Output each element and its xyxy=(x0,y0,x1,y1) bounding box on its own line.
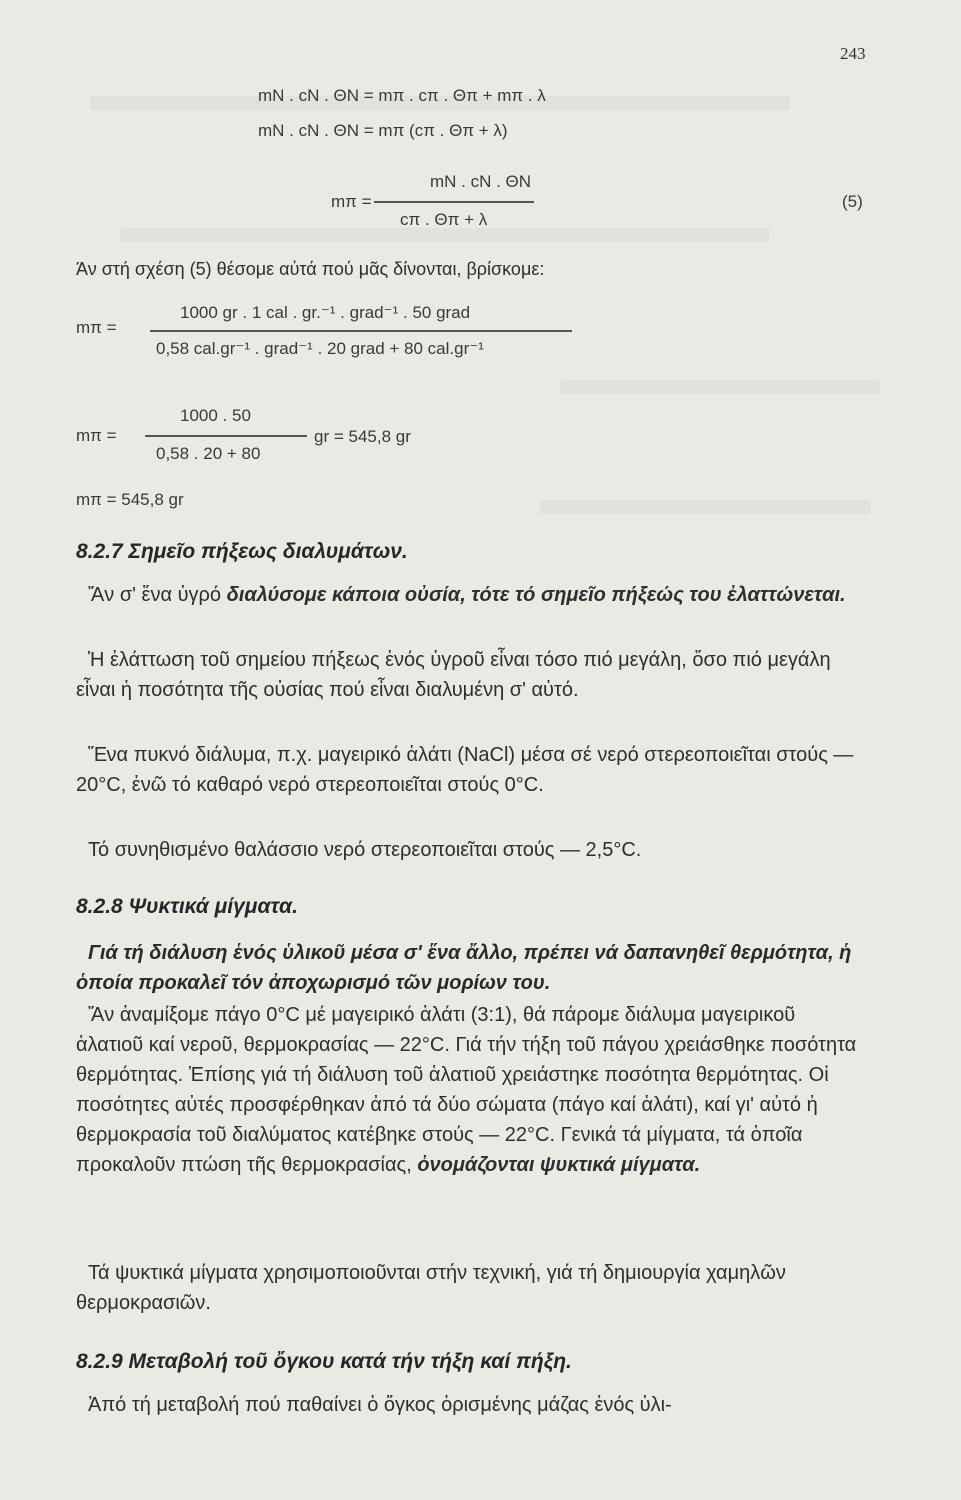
bleed-through-line xyxy=(540,500,870,514)
paragraph: Τά ψυκτικά μίγματα χρησιμοποιοῦνται στήν τεχνική, γιά τή δημιουργία χαμηλῶν θερμοκρασιῶν. xyxy=(76,1262,786,1314)
paragraph xyxy=(76,1000,866,1180)
emphasized-text: διαλύσομε κάποια οὐσία, τότε τό σημεῖο πήξεώς του ἐλαττώνεται. xyxy=(226,584,846,606)
equation-6: mπ = 545,8 gr xyxy=(76,490,184,509)
equation-label: (5) xyxy=(842,192,863,211)
equation-4-numerator: 1000 gr . 1 cal . gr.⁻¹ . grad⁻¹ . 50 grad xyxy=(180,303,471,322)
emphasized-paragraph: Γιά τή διάλυση ἑνός ὑλικοῦ μέσα σ' ἕνα ἄλλο, πρέπει νά δαπανηθεῖ θερμότητα, ἡ ὁποία προκαλεῖ τόν ἀποχωρισμό τῶν μορίων του. xyxy=(76,942,852,994)
equation-5-denominator: 0,58 . 20 + 80 xyxy=(156,444,261,463)
fraction-bar xyxy=(374,201,534,203)
bleed-through-line xyxy=(120,228,770,242)
equation-3-numerator: mN . cN . ΘN xyxy=(430,172,532,191)
equation-2: mN . cN . ΘN = mπ (cπ . Θπ + λ) xyxy=(258,121,508,140)
section-heading-8-2-7: 8.2.7 Σημεῖο πήξεως διαλυμάτων. xyxy=(76,540,408,563)
equation-4-lhs: mπ = xyxy=(76,318,117,337)
fraction-bar xyxy=(150,330,572,332)
equation-5-numerator: 1000 . 50 xyxy=(180,406,251,425)
section-heading-8-2-8: 8.2.8 Ψυκτικά μίγματα. xyxy=(76,895,298,918)
paragraph: Ἕνα πυκνό διάλυμα, π.χ. μαγειρικό ἁλάτι (NaCl) μέσα σέ νερό στερεοποιεῖται στούς — 20°C, ἐνῶ τό καθαρό νερό στερεοποιεῖται στούς 0°C. xyxy=(76,744,854,796)
equation-1: mN . cN . ΘN = mπ . cπ . Θπ + mπ . λ xyxy=(258,86,546,105)
paragraph-text: Ἄν ἀναμίξομε πάγο 0°C μέ μαγειρικό ἁλάτι (3:1), θά πάρομε διάλυμα μαγειρικοῦ ἁλατιοῦ καί νεροῦ, θερμοκρασίας — 22°C. Γιά τήν τήξη τοῦ πάγου χρειάσθηκε ποσότητα θερμότητας. Ἐπίσης γιά τή διάλυση τοῦ ἁλατιοῦ χρειάστηκε ποσότητα θερμότητας. Οἱ ποσότητες αὐτές προσφέρθηκαν ἀπό τά δύο σώματα (πάγο καί ἁλάτι), καί γι' αὐτό ἡ θερμοκρασία τοῦ διαλύματος κατέβηκε στούς — 22°C. Γενικά τά μίγματα, τά ὁποῖα προκαλοῦν πτώση τῆς θερμοκρασίας, xyxy=(76,1004,857,1176)
equation-intro: Άν στή σχέση (5) θέσομε αὐτά πού μᾶς δίνονται, βρίσκομε: xyxy=(76,259,545,279)
fraction-bar xyxy=(145,435,307,437)
equation-4-denominator: 0,58 cal.gr⁻¹ . grad⁻¹ . 20 grad + 80 cal.gr⁻¹ xyxy=(156,339,484,358)
section-heading-8-2-9: 8.2.9 Μεταβολή τοῦ ὄγκου κατά τήν τήξη καί πήξη. xyxy=(76,1350,572,1373)
paragraph: Ἀπό τή μεταβολή πού παθαίνει ὁ ὄγκος ὁρισμένης μάζας ἑνός ὑλι- xyxy=(88,1394,672,1416)
page-number: 243 xyxy=(840,44,866,63)
equation-5-lhs: mπ = xyxy=(76,426,117,445)
equation-3-lhs: mπ = xyxy=(331,192,372,211)
bleed-through-line xyxy=(560,380,880,394)
emphasized-text: ὀνομάζονται ψυκτικά μίγματα. xyxy=(417,1154,701,1176)
equation-5-rhs: gr = 545,8 gr xyxy=(314,427,411,446)
paragraph xyxy=(76,580,866,610)
paragraph-text: Ἄν σ' ἕνα ὑγρό xyxy=(88,584,227,606)
equation-3-denominator: cπ . Θπ + λ xyxy=(400,210,488,229)
paragraph: Τό συνηθισμένο θαλάσσιο νερό στερεοποιεῖται στούς — 2,5°C. xyxy=(88,839,642,861)
paragraph: Ἡ ἐλάττωση τοῦ σημείου πήξεως ἑνός ὑγροῦ εἶναι τόσο πιό μεγάλη, ὅσο πιό μεγάλη εἶναι ἡ ποσότητα τῆς οὐσίας πού εἶναι διαλυμένη σ' αὐτό. xyxy=(76,649,831,701)
